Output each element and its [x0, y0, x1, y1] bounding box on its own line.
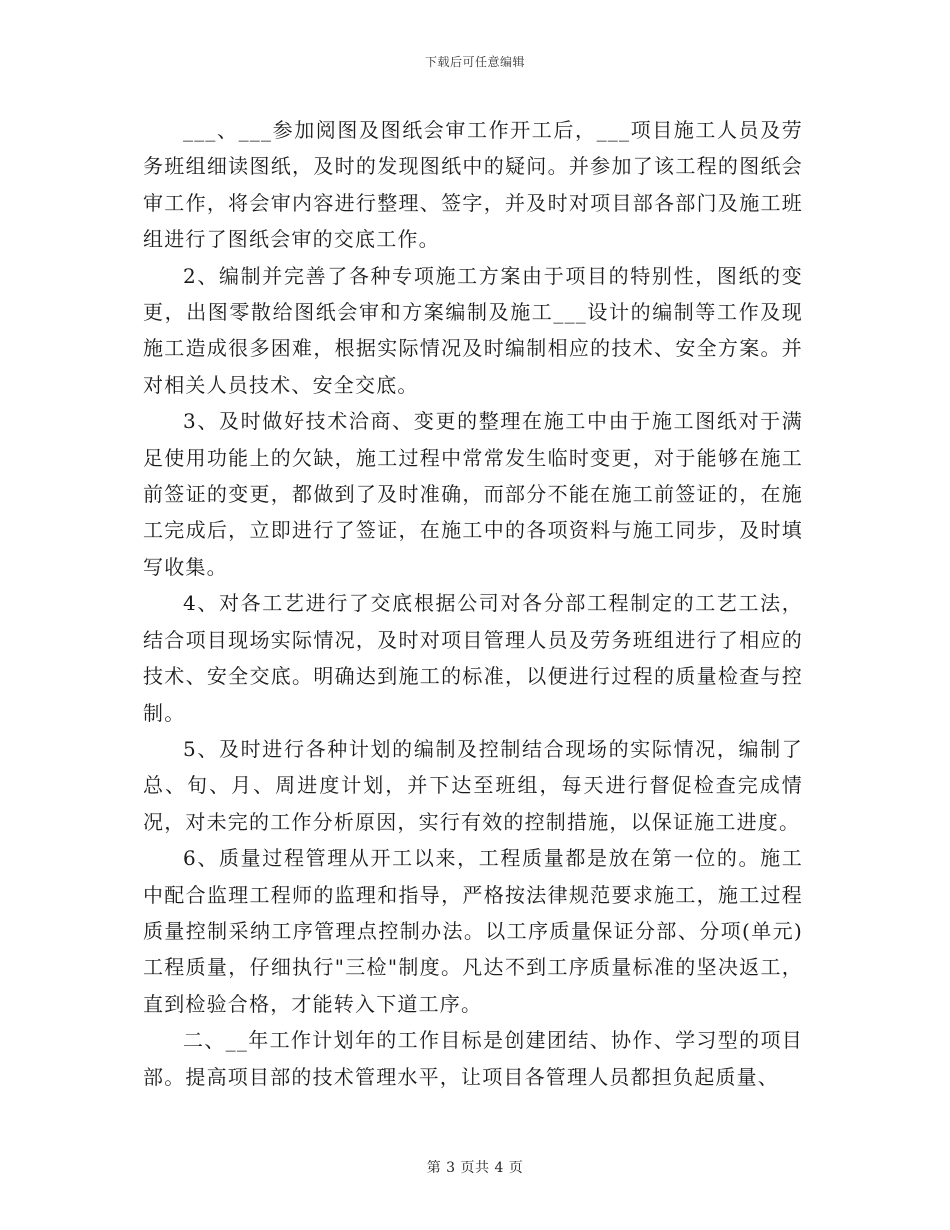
paragraph-change-management: 3、及时做好技术洽商、变更的整理在施工中由于施工图纸对于满足使用功能上的欠缺，施工过程中常常发生临时变更，对于能够在施工前签证的变更，都做到了及时准确，而部分不能在施工前签证的，在施工完成后，立即进行了签证，在施工中的各项资料与施工同步，及时填写收集。	[143, 409, 803, 579]
paragraph-work-plan: 二、__年工作计划年的工作目标是创建团结、协作、学习型的项目部。提高项目部的技术管理水平，让项目各管理人员都担负起质量、	[143, 1028, 803, 1089]
paragraph-schedule-planning: 5、及时进行各种计划的编制及控制结合现场的实际情况，编制了总、旬、月、周进度计划，并下达至班组，每天进行督促检查完成情况，对未完的工作分析原因，实行有效的控制措施，以保证施工进度。	[143, 736, 803, 834]
paragraph-process-briefing: 4、对各工艺进行了交底根据公司对各分部工程制定的工艺工法，结合项目现场实际情况，及时对项目管理人员及劳务班组进行了相应的技术、安全交底。明确达到施工的标准，以便进行过程的质量检查与控制。	[143, 591, 803, 725]
page-number: 第 3 页共 4 页	[426, 1160, 524, 1176]
paragraph-quality-management: 6、质量过程管理从开工以来，工程质量都是放在第一位的。施工中配合监理工程师的监理和指导，严格按法律规范要求施工，施工过程质量控制采纳工序管理点控制办法。以工序质量保证分部、分项(单元)工程质量，仔细执行"三检"制度。凡达不到工序质量标准的坚决返工，直到检验合格，才能转入下道工序。	[143, 846, 803, 1016]
paragraph-construction-plans: 2、编制并完善了各种专项施工方案由于项目的特别性，图纸的变更，出图零散给图纸会审和方案编制及施工___设计的编制等工作及现施工造成很多困难，根据实际情况及时编制相应的技术、安全方案。并对相关人员技术、安全交底。	[143, 263, 803, 397]
page-header: 下载后可任意编辑	[424, 55, 525, 69]
paragraph-drawing-review: ___、___参加阅图及图纸会审工作开工后，___项目施工人员及劳务班组细读图纸，及时的发现图纸中的疑问。并参加了该工程的图纸会审工作，将会审内容进行整理、签字，并及时对项目部各部门及施工班组进行了图纸会审的交底工作。	[143, 118, 803, 252]
document-body	[143, 112, 803, 1095]
